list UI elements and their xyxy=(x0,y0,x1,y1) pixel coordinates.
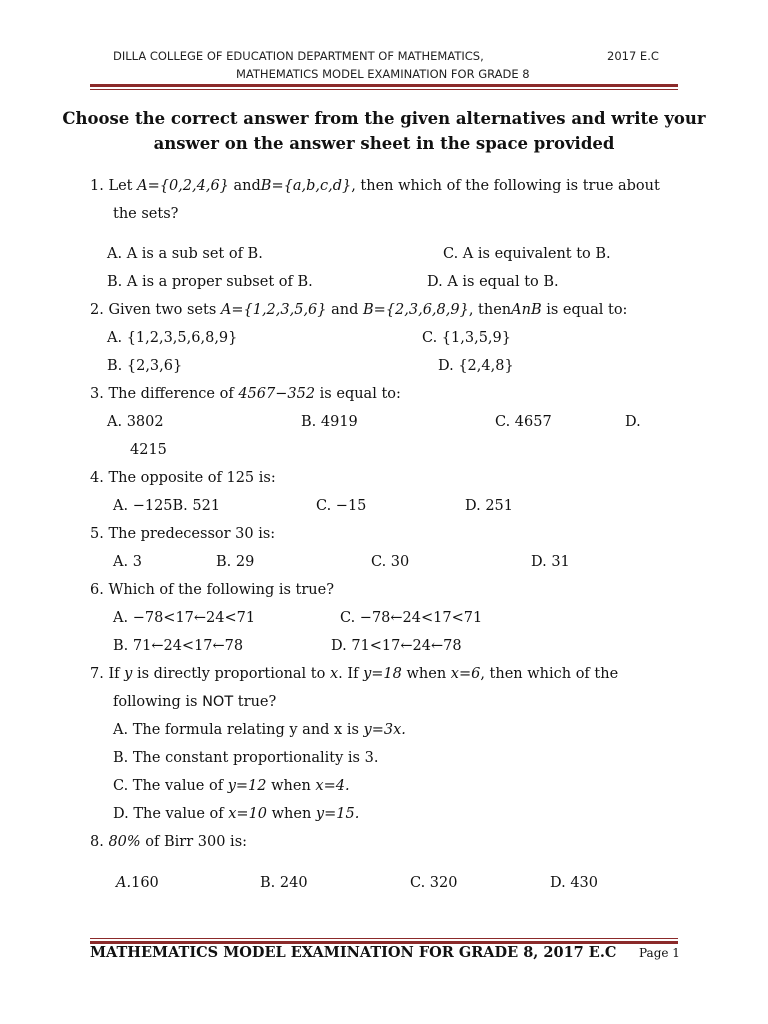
question-3 xyxy=(90,386,401,402)
question-number: 4. xyxy=(90,470,104,486)
math-expr: x xyxy=(329,666,339,682)
footer-title: MATHEMATICS MODEL EXAMINATION FOR GRADE 8, 2017 E.C xyxy=(90,944,617,961)
question-6 xyxy=(90,582,334,598)
q5-option-d: D. 31 xyxy=(531,554,570,570)
math-expr: B={a,b,c,d} xyxy=(260,178,352,194)
q5-option-c: C. 30 xyxy=(371,554,410,570)
option-text: when xyxy=(266,778,316,794)
math-expr: y=3x. xyxy=(363,722,406,738)
header-rule-thin xyxy=(90,89,678,90)
question-number: 5. xyxy=(90,526,104,542)
math-expr: y xyxy=(124,666,133,682)
not-emphasis: NOT xyxy=(202,694,234,710)
math-expr: 80% xyxy=(108,834,141,850)
q6-option-d: D. 71<17←24←78 xyxy=(331,638,462,654)
math-expr: AnB xyxy=(511,302,542,318)
q1-option-c: C. A is equivalent to B. xyxy=(443,246,611,262)
q1-option-d: D. A is equal to B. xyxy=(427,274,559,290)
q2-option-c: C. {1,3,5,9} xyxy=(422,330,511,346)
question-text: , then xyxy=(468,302,512,318)
question-text: If xyxy=(108,666,125,682)
question-text: is equal to: xyxy=(315,386,401,402)
math-expr: x=4. xyxy=(315,778,350,794)
question-7 xyxy=(90,666,618,682)
q7-option-a xyxy=(113,722,406,738)
q7-option-b: B. The constant proportionality is 3. xyxy=(113,750,379,766)
question-text: . If xyxy=(338,666,364,682)
q6-option-a: A. −78<17←24<71 xyxy=(113,610,256,626)
question-8 xyxy=(90,834,247,850)
q3-option-a: A. 3802 xyxy=(107,414,164,430)
q2-option-b: B. {2,3,6} xyxy=(107,358,183,374)
q5-option-a: A. 3 xyxy=(113,554,142,570)
q8-option-c: C. 320 xyxy=(410,875,458,891)
question-number: 7. xyxy=(90,666,104,682)
q8-option-a xyxy=(116,875,159,891)
q2-option-d: D. {2,4,8} xyxy=(438,358,514,374)
math-expr: x=6 xyxy=(450,666,481,682)
question-text: Which of the following is true? xyxy=(108,582,334,598)
q3-option-c: C. 4657 xyxy=(495,414,552,430)
q6-option-b: B. 71←24<17←78 xyxy=(113,638,244,654)
q7-option-d xyxy=(113,806,359,822)
q4-option-c: C. −15 xyxy=(316,498,367,514)
question-7-cont xyxy=(113,694,276,710)
instructions: Choose the correct answer from the given alternatives and write your answer on the answer sheet in the space provided xyxy=(62,109,706,153)
question-1 xyxy=(90,178,660,194)
question-text: when xyxy=(401,666,451,682)
question-text: The opposite of 125 is: xyxy=(108,470,276,486)
page-number: Page 1 xyxy=(639,946,680,960)
option-text: C. The value of xyxy=(113,778,228,794)
option-text: when xyxy=(267,806,316,822)
question-text: of Birr 300 is: xyxy=(140,834,248,850)
question-text: true? xyxy=(233,694,277,710)
math-expr: y=18 xyxy=(363,666,402,682)
question-2 xyxy=(90,302,627,318)
question-text: The predecessor 30 is: xyxy=(108,526,276,542)
q3-option-b: B. 4919 xyxy=(301,414,358,430)
question-text: is directly proportional to xyxy=(132,666,330,682)
header-exam-title: MATHEMATICS MODEL EXAMINATION FOR GRADE 8 xyxy=(236,67,530,81)
option-text: 160 xyxy=(131,875,159,891)
question-text: Given two sets xyxy=(108,302,221,318)
header-rule-thick xyxy=(90,84,678,87)
math-expr: y=12 xyxy=(227,778,267,794)
q1-option-b: B. A is a proper subset of B. xyxy=(107,274,313,290)
question-text: following is xyxy=(113,694,203,710)
math-expr: A={0,2,4,6} xyxy=(137,178,229,194)
question-text: is equal to: xyxy=(541,302,628,318)
q4-option-a-b: A. −125B. 521 xyxy=(113,498,221,514)
header-year: 2017 E.C xyxy=(607,49,659,63)
q8-option-b: B. 240 xyxy=(260,875,308,891)
option-text: A. The formula relating y and x is xyxy=(113,722,364,738)
q5-option-b: B. 29 xyxy=(216,554,255,570)
question-text: , then which of the xyxy=(480,666,619,682)
question-5 xyxy=(90,526,275,542)
q2-option-a: A. {1,2,3,5,6,8,9} xyxy=(107,330,238,346)
question-number: 3. xyxy=(90,386,104,402)
footer-rule-thin xyxy=(90,938,678,939)
question-number: 6. xyxy=(90,582,104,598)
math-expr: y=15. xyxy=(315,806,360,822)
q3-option-d-value: 4215 xyxy=(130,442,167,458)
question-1-cont: the sets? xyxy=(113,206,179,222)
q1-option-a: A. A is a sub set of B. xyxy=(107,246,263,262)
question-text: and xyxy=(228,178,261,194)
question-text: and xyxy=(326,302,363,318)
q6-option-c: C. −78←24<17<71 xyxy=(340,610,483,626)
question-number: 1. xyxy=(90,178,104,194)
q3-option-d: D. xyxy=(625,414,641,430)
question-text: , then which of the following is true about xyxy=(351,178,660,194)
math-expr: 4567−352 xyxy=(238,386,316,402)
math-expr: B={2,3,6,8,9} xyxy=(363,302,469,318)
question-text: The difference of xyxy=(108,386,239,402)
option-letter: A. xyxy=(116,875,132,891)
q8-option-d: D. 430 xyxy=(550,875,599,891)
question-number: 2. xyxy=(90,302,104,318)
q7-option-c xyxy=(113,778,350,794)
option-text: D. The value of xyxy=(113,806,229,822)
question-number: 8. xyxy=(90,834,104,850)
q4-option-d: D. 251 xyxy=(465,498,514,514)
math-expr: A={1,2,3,5,6} xyxy=(220,302,327,318)
question-4 xyxy=(90,470,276,486)
question-text: Let xyxy=(108,178,138,194)
header-college: DILLA COLLEGE OF EDUCATION DEPARTMENT OF MATHEMATICS, xyxy=(113,49,484,63)
math-expr: x=10 xyxy=(228,806,268,822)
